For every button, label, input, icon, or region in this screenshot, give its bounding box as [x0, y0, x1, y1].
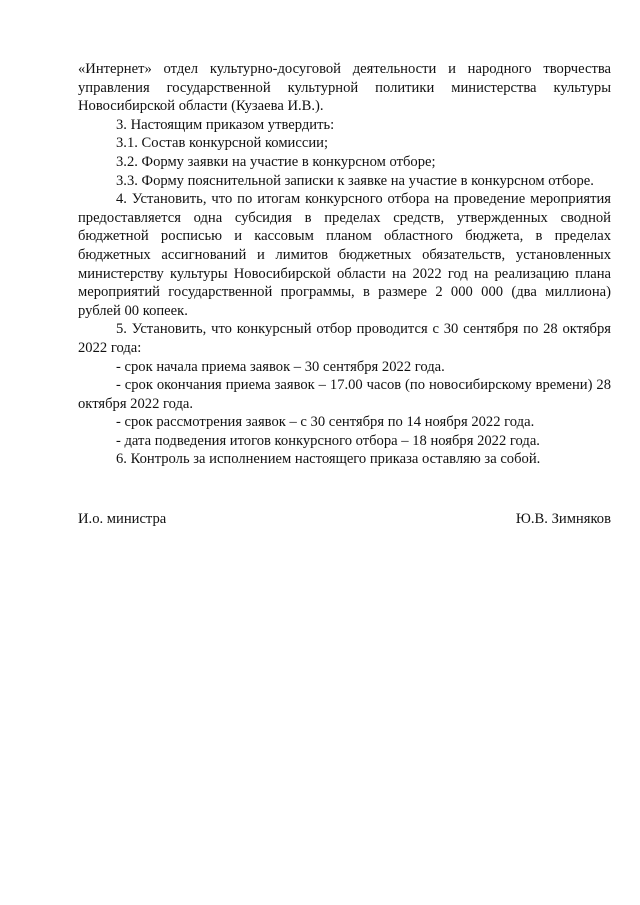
paragraph-continuation: «Интернет» отдел культурно-досуговой деятельности и народного творчества управления государственной культурной политики министерства культуры Новосибирской области (Кузаева И.В.). [78, 61, 611, 115]
paragraph-item-3-1: 3.1. Состав конкурсной комиссии; [116, 135, 329, 152]
signatory-position: И.о. министра [78, 511, 167, 527]
list-item-results-date: - дата подведения итогов конкурсного отбора – 18 ноября 2022 года. [116, 432, 540, 449]
paragraph-item-3-2: 3.2. Форму заявки на участие в конкурсном отборе; [116, 153, 436, 170]
list-item-start-date: - срок начала приема заявок – 30 сентября 2022 года. [116, 358, 445, 375]
paragraph-item-6: 6. Контроль за исполнением настоящего приказа оставляю за собой. [116, 451, 541, 468]
signatory-name: Ю.В. Зимняков [515, 511, 611, 527]
signature-block [78, 510, 611, 530]
paragraph-item-5: 5. Установить, что конкурсный отбор проводится с 30 сентября по 28 октября 2022 года: [78, 321, 611, 356]
paragraph-item-3: 3. Настоящим приказом утвердить: [116, 116, 335, 133]
document-body [78, 60, 611, 469]
paragraph-item-3-3: 3.3. Форму пояснительной записки к заявке на участие в конкурсном отборе. [116, 172, 594, 189]
paragraph-item-4: 4. Установить, что по итогам конкурсного отбора на проведение мероприятия предоставляется одна субсидия в пределах средств, утвержденных сводной бюджетной росписью и кассовым планом областного бюджета, в пределах бюджетных ассигнований и лимитов бюджетных обязательств, установленных министерству культуры Новосибирской области на 2022 год на реализацию плана мероприятий государственной программы, в размере 2 000 000 (два миллиона) рублей 00 копеек. [78, 191, 611, 319]
list-item-review-period: - срок рассмотрения заявок – с 30 сентября по 14 ноября 2022 года. [116, 414, 535, 431]
list-item-end-date: - срок окончания приема заявок – 17.00 часов (по новосибирскому времени) 28 октября 2022 года. [78, 377, 611, 412]
